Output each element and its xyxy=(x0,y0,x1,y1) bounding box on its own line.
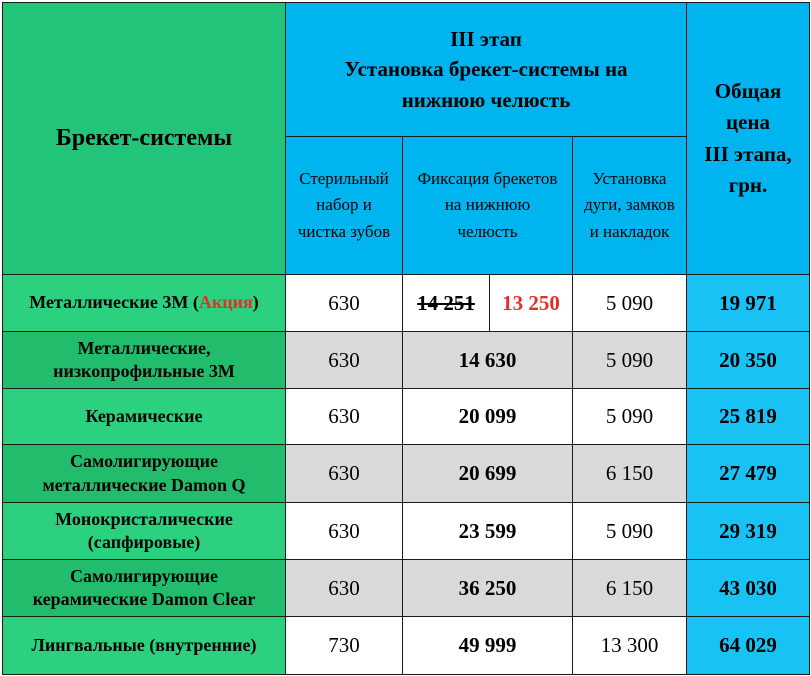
row-name xyxy=(3,445,286,503)
row-name xyxy=(3,275,286,332)
col-sterile-line3: чистка зубов xyxy=(297,221,391,241)
fix-price: 20 699 xyxy=(403,445,573,503)
arch-price: 5 090 xyxy=(573,389,687,445)
arch-price: 6 150 xyxy=(573,445,687,503)
header-systems xyxy=(3,3,286,275)
header-stage xyxy=(286,3,687,137)
row-name-line1: Металлические, xyxy=(77,337,211,358)
row-name-end: ) xyxy=(252,292,259,313)
table-row xyxy=(3,560,810,617)
total-header-line2: цена xyxy=(725,110,771,134)
row-name-text: Металлические 3М ( xyxy=(29,292,199,313)
total-header-line3: III этапа, xyxy=(704,141,792,166)
col-sterile-line2: набор и xyxy=(316,195,372,215)
total-price: 27 479 xyxy=(687,445,810,503)
total-price: 25 819 xyxy=(687,389,810,445)
row-name xyxy=(3,560,286,617)
arch-price: 5 090 xyxy=(573,275,687,332)
sterile-price: 630 xyxy=(286,332,403,389)
table-row xyxy=(3,445,810,503)
fix-price: 14 630 xyxy=(403,332,573,389)
arch-price: 6 150 xyxy=(573,560,687,617)
total-price: 20 350 xyxy=(687,332,810,389)
table-row xyxy=(3,389,810,445)
total-price: 64 029 xyxy=(687,617,810,675)
row-name xyxy=(3,332,286,389)
fix-price: 23 599 xyxy=(403,503,573,560)
sterile-price: 630 xyxy=(286,445,403,503)
col-arch-line1: Установка xyxy=(592,168,667,188)
header-systems-label: Брекет-системы xyxy=(55,125,233,151)
arch-price: 5 090 xyxy=(573,503,687,560)
total-header-line1: Общая xyxy=(714,78,782,103)
table-row xyxy=(3,332,810,389)
arch-price: 13 300 xyxy=(573,617,687,675)
table-row xyxy=(3,275,810,332)
sterile-price: 630 xyxy=(286,389,403,445)
col-sterile-header xyxy=(286,137,403,275)
sterile-price: 630 xyxy=(286,560,403,617)
total-price: 29 319 xyxy=(687,503,810,560)
col-arch-line2: дуги, замков xyxy=(584,195,675,215)
fix-price: 49 999 xyxy=(403,617,573,675)
price-table xyxy=(2,2,810,675)
fix-price: 20 099 xyxy=(403,389,573,445)
arch-price: 5 090 xyxy=(573,332,687,389)
header-total xyxy=(687,3,810,275)
fix-price-new-text: 13 250 xyxy=(502,290,560,315)
sterile-price: 730 xyxy=(286,617,403,675)
total-price: 43 030 xyxy=(687,560,810,617)
row-name-line2: (сапфировые) xyxy=(87,532,201,552)
row-name-line1: Самолигирующие xyxy=(70,565,218,586)
col-arch-line3: и накладок xyxy=(589,221,670,241)
row-name-line2: керамические Damon Clear xyxy=(32,589,256,609)
col-fix-header xyxy=(403,137,573,275)
col-fix-line2: на нижнюю xyxy=(444,195,531,215)
row-name-line1: Монокристалические xyxy=(55,508,233,529)
row-name-line2: низкопрофильные 3М xyxy=(53,361,235,381)
stage-subtitle-line2: нижнюю челюсть xyxy=(401,87,571,112)
stage-title: III этап xyxy=(450,26,522,51)
header-row xyxy=(3,3,810,137)
total-price: 19 971 xyxy=(687,275,810,332)
col-fix-line3: челюсть xyxy=(457,221,518,241)
fix-price: 36 250 xyxy=(403,560,573,617)
sterile-price: 630 xyxy=(286,503,403,560)
total-header-line4: грн. xyxy=(728,173,768,197)
table-row xyxy=(3,503,810,560)
fix-price-new xyxy=(490,275,573,332)
row-name xyxy=(3,503,286,560)
sterile-price: 630 xyxy=(286,275,403,332)
stage-subtitle-line1: Установка брекет-системы на xyxy=(344,57,628,82)
promo-label: Акция xyxy=(198,292,253,313)
row-name: Лингвальные (внутренние) xyxy=(3,617,286,675)
row-name-line2: металлические Damon Q xyxy=(42,474,246,495)
col-arch-header xyxy=(573,137,687,275)
fix-price-old-text: 14 251 xyxy=(417,290,475,315)
row-name-line1: Самолигирующие xyxy=(70,451,218,472)
col-fix-line1: Фиксация брекетов xyxy=(417,168,558,188)
fix-price-old xyxy=(403,275,490,332)
col-sterile-line1: Стерильный xyxy=(299,168,389,188)
row-name: Керамические xyxy=(3,389,286,445)
table-row xyxy=(3,617,810,675)
